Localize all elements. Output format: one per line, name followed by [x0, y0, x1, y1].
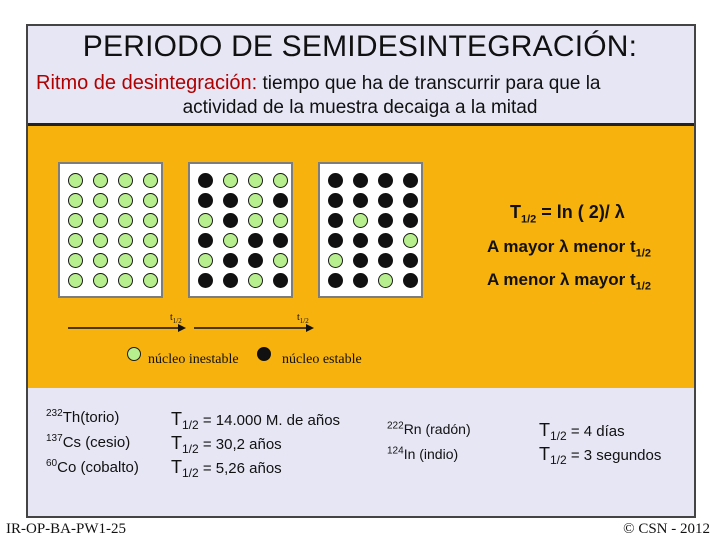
stable-nucleus	[378, 173, 393, 188]
isotope-indium: $^{124}$In (indio)	[387, 445, 459, 462]
unstable-nucleus	[248, 273, 263, 288]
unstable-nucleus	[143, 233, 158, 248]
unstable-nucleus	[118, 213, 133, 228]
half-life-radon: $T_{1/2} = 4$ días	[539, 420, 625, 444]
nuclei-panel-initial	[58, 162, 163, 298]
stable-nucleus	[328, 233, 343, 248]
unstable-nucleus	[93, 173, 108, 188]
definition-term: Ritmo de desintegración:	[36, 72, 258, 94]
stable-nucleus	[328, 173, 343, 188]
nuclei-panel-one-half-life	[188, 162, 293, 298]
arrow-head-2	[306, 324, 314, 332]
stable-nucleus	[378, 193, 393, 208]
definition-rest: tiempo que ha de transcurrir para que la	[257, 73, 601, 94]
unstable-nucleus	[68, 213, 83, 228]
unstable-nucleus	[143, 193, 158, 208]
stable-nucleus	[273, 233, 288, 248]
unstable-nucleus	[118, 253, 133, 268]
unstable-nucleus	[68, 173, 83, 188]
stable-nucleus	[223, 213, 238, 228]
definition-line-1	[36, 72, 601, 95]
unstable-nucleus	[93, 213, 108, 228]
unstable-nucleus	[248, 213, 263, 228]
unstable-nucleus	[353, 213, 368, 228]
unstable-nucleus	[273, 173, 288, 188]
unstable-nucleus	[223, 173, 238, 188]
unstable-nucleus	[273, 253, 288, 268]
unstable-nucleus	[118, 233, 133, 248]
nuclei-panel-two-half-lives	[318, 162, 423, 298]
unstable-nucleus	[68, 253, 83, 268]
stable-nucleus	[248, 253, 263, 268]
unstable-nucleus	[118, 173, 133, 188]
stable-nucleus	[353, 193, 368, 208]
stable-nucleus	[273, 193, 288, 208]
legend-stable-dot	[257, 347, 271, 361]
stable-nucleus	[403, 273, 418, 288]
stable-nucleus	[378, 233, 393, 248]
stable-nucleus	[328, 193, 343, 208]
unstable-nucleus	[93, 233, 108, 248]
stable-nucleus	[198, 273, 213, 288]
unstable-nucleus	[93, 253, 108, 268]
page-title: PERIODO DE SEMIDESINTEGRACIÓN:	[82, 30, 638, 63]
stable-nucleus	[248, 233, 263, 248]
unstable-nucleus	[118, 273, 133, 288]
stable-nucleus	[353, 273, 368, 288]
half-life-cobalt: $T_{1/2} = 5,26$ años	[171, 457, 282, 481]
legend-unstable-dot	[127, 347, 141, 361]
stable-nucleus	[403, 173, 418, 188]
isotope-cobalt: $^{60}$Co (cobalto)	[46, 458, 139, 476]
unstable-nucleus	[93, 273, 108, 288]
unstable-nucleus	[223, 233, 238, 248]
stable-nucleus	[223, 273, 238, 288]
stable-nucleus	[198, 193, 213, 208]
footer-copyright: © CSN - 2012	[623, 521, 710, 537]
stable-nucleus	[223, 253, 238, 268]
stable-nucleus	[403, 253, 418, 268]
legend-stable-label: núcleo estable	[282, 352, 362, 367]
stable-nucleus	[353, 253, 368, 268]
stable-nucleus	[353, 233, 368, 248]
stable-nucleus	[273, 273, 288, 288]
unstable-nucleus	[248, 173, 263, 188]
stable-nucleus	[378, 253, 393, 268]
isotope-radon: $^{222}$Rn (radón)	[387, 420, 471, 437]
half-life-label-1: $t_{1/2}$	[170, 312, 182, 325]
unstable-nucleus	[143, 273, 158, 288]
stable-nucleus	[378, 213, 393, 228]
unstable-nucleus	[118, 193, 133, 208]
stable-nucleus	[223, 193, 238, 208]
unstable-nucleus	[68, 233, 83, 248]
definition-line-2: actividad de la muestra decaiga a la mitad	[182, 97, 538, 118]
unstable-nucleus	[143, 213, 158, 228]
unstable-nucleus	[143, 253, 158, 268]
unstable-nucleus	[328, 253, 343, 268]
isotope-cesium: $^{137}$Cs (cesio)	[46, 433, 131, 451]
isotope-thorium: $^{232}$Th(torio)	[46, 408, 120, 426]
unstable-nucleus	[403, 233, 418, 248]
stable-nucleus	[403, 193, 418, 208]
stable-nucleus	[198, 173, 213, 188]
unstable-nucleus	[198, 253, 213, 268]
arrow-head-1	[178, 324, 186, 332]
half-life-thorium: $T_{1/2} = 14.000$ M. de años	[171, 409, 341, 433]
unstable-nucleus	[248, 193, 263, 208]
stable-nucleus	[353, 173, 368, 188]
half-life-label-2: $t_{1/2}$	[297, 312, 309, 325]
unstable-nucleus	[198, 213, 213, 228]
footer-code: IR-OP-BA-PW1-25	[6, 521, 126, 537]
rule-smaller-lambda: A menor λ mayor $t_{1/2}$	[487, 270, 651, 293]
unstable-nucleus	[93, 193, 108, 208]
half-life-indium: $T_{1/2} = 3$ segundos	[539, 444, 662, 468]
unstable-nucleus	[378, 273, 393, 288]
unstable-nucleus	[68, 193, 83, 208]
unstable-nucleus	[273, 213, 288, 228]
unstable-nucleus	[68, 273, 83, 288]
half-life-arrows	[60, 306, 360, 346]
unstable-nucleus	[143, 173, 158, 188]
stable-nucleus	[198, 233, 213, 248]
stable-nucleus	[328, 213, 343, 228]
stable-nucleus	[403, 213, 418, 228]
half-life-cesium: $T_{1/2} = 30,2$ años	[171, 433, 282, 457]
rule-greater-lambda: A mayor λ menor $t_{1/2}$	[487, 237, 651, 260]
legend-unstable-label: núcleo inestable	[148, 352, 239, 367]
stable-nucleus	[328, 273, 343, 288]
half-life-formula: $T_{1/2} = \ln$ ( 2)/ λ	[510, 202, 625, 226]
